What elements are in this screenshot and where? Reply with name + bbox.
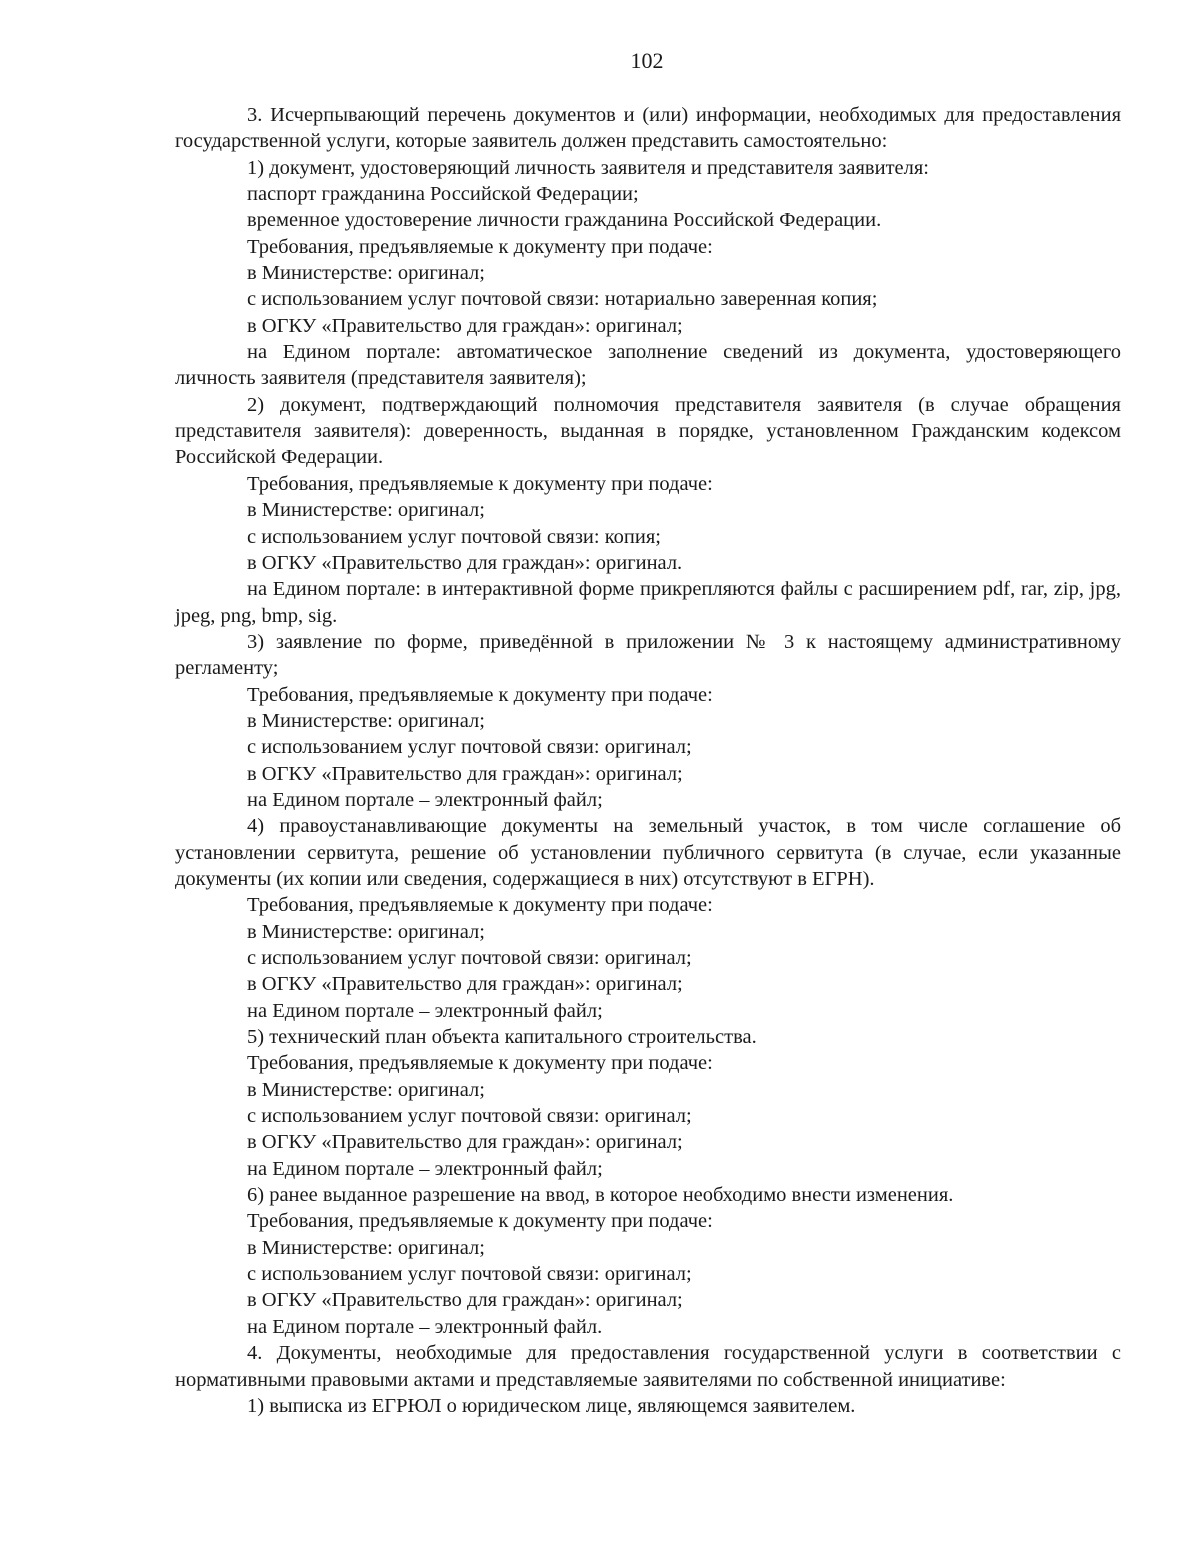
paragraph: Требования, предъявляемые к документу при подаче: bbox=[247, 1052, 713, 1075]
paragraph: 4. Документы, необходимые для предоставления государственной услуги в соответствии с нормативными правовыми актами и представляемые заявителями по собственной инициативе: bbox=[175, 1342, 1121, 1391]
paragraph: 1) выписка из ЕГРЮЛ о юридическом лице, являющемся заявителем. bbox=[247, 1394, 856, 1417]
paragraph: временное удостоверение личности гражданина Российской Федерации. bbox=[247, 209, 882, 232]
paragraph: 4) правоустанавливающие документы на земельный участок, в том числе соглашение об установлении сервитута, решение об установлении публичного сервитута (в случае, если указанные документы (их копии или сведения, содержащиеся в них) отсутствуют в ЕГРН). bbox=[175, 815, 1121, 890]
paragraph: в ОГКУ «Правительство для граждан»: оригинал; bbox=[247, 973, 683, 996]
paragraph: в Министерстве: оригинал; bbox=[247, 709, 485, 732]
paragraph: в Министерстве: оригинал; bbox=[247, 262, 485, 285]
paragraph: на Едином портале – электронный файл. bbox=[247, 1315, 603, 1338]
paragraph: на Едином портале: в интерактивной форме прикрепляются файлы с расширением pdf, rar, zip, jpg, jpeg, png, bmp, sig. bbox=[175, 578, 1121, 627]
paragraph: с использованием услуг почтовой связи: оригинал; bbox=[247, 736, 692, 759]
paragraph: в ОГКУ «Правительство для граждан»: оригинал; bbox=[247, 314, 683, 337]
paragraph: в ОГКУ «Правительство для граждан»: оригинал; bbox=[247, 762, 683, 785]
paragraph: с использованием услуг почтовой связи: оригинал; bbox=[247, 1263, 692, 1286]
paragraph: с использованием услуг почтовой связи: оригинал; bbox=[247, 947, 692, 969]
paragraph: в ОГКУ «Правительство для граждан»: оригинал. bbox=[247, 551, 683, 574]
paragraph: 3. Исчерпывающий перечень документов и (или) информации, необходимых для предоставления государственной услуги, которые заявитель должен представить самостоятельно: bbox=[175, 104, 1121, 153]
page-number: 102 bbox=[630, 48, 664, 73]
paragraph: 5) технический план объекта капитального строительства. bbox=[247, 1026, 757, 1049]
paragraph: 1) документ, удостоверяющий личность заявителя и представителя заявителя: bbox=[247, 156, 929, 179]
paragraph: с использованием услуг почтовой связи: оригинал; bbox=[247, 1105, 692, 1128]
paragraph: в ОГКУ «Правительство для граждан»: оригинал; bbox=[247, 1131, 683, 1154]
document-body bbox=[175, 102, 1121, 1419]
paragraph: Требования, предъявляемые к документу при подаче: bbox=[247, 1210, 713, 1233]
paragraph: 6) ранее выданное разрешение на ввод, в которое необходимо внести изменения. bbox=[247, 1184, 954, 1207]
paragraph: на Едином портале – электронный файл; bbox=[247, 999, 603, 1022]
paragraph: на Едином портале – электронный файл; bbox=[247, 788, 603, 811]
paragraph: паспорт гражданина Российской Федерации; bbox=[247, 183, 639, 206]
paragraph: в Министерстве: оригинал; bbox=[247, 499, 485, 522]
paragraph: Требования, предъявляемые к документу при подаче: bbox=[247, 683, 713, 706]
paragraph: Требования, предъявляемые к документу при подаче: bbox=[247, 472, 713, 495]
paragraph: Требования, предъявляемые к документу при подаче: bbox=[247, 235, 713, 258]
paragraph: с использованием услуг почтовой связи: копия; bbox=[247, 525, 661, 548]
paragraph: в ОГКУ «Правительство для граждан»: оригинал; bbox=[247, 1289, 683, 1312]
paragraph: в Министерстве: оригинал; bbox=[247, 920, 485, 943]
paragraph: с использованием услуг почтовой связи: нотариально заверенная копия; bbox=[247, 288, 878, 311]
paragraph: в Министерстве: оригинал; bbox=[247, 1236, 485, 1259]
paragraph: Требования, предъявляемые к документу при подаче: bbox=[247, 894, 713, 917]
paragraph: 3) заявление по форме, приведённой в приложении № 3 к настоящему административному регламенту; bbox=[175, 630, 1121, 680]
paragraph: на Едином портале: автоматическое заполнение сведений из документа, удостоверяющего личность заявителя (представителя заявителя); bbox=[175, 341, 1121, 390]
paragraph: 2) документ, подтверждающий полномочия представителя заявителя (в случае обращения представителя заявителя): доверенность, выданная в порядке, установленном Гражданским кодексом Российской Федерации. bbox=[175, 393, 1121, 469]
paragraph: в Министерстве: оригинал; bbox=[247, 1078, 485, 1101]
paragraph: на Едином портале – электронный файл; bbox=[247, 1157, 603, 1180]
